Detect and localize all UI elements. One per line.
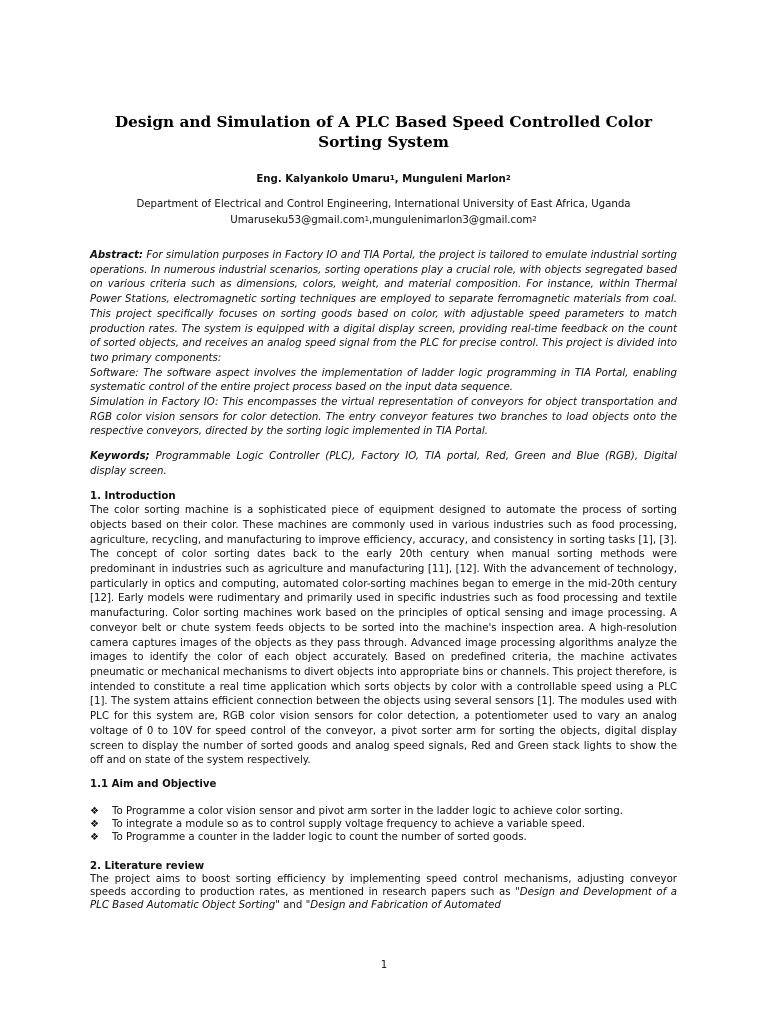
email-address: Umaruseku53@gmail.com <box>230 215 365 226</box>
aim-section <box>90 778 677 844</box>
section-heading: 1. Introduction <box>90 490 176 502</box>
objectives-list <box>90 805 677 844</box>
email-line <box>90 214 677 228</box>
author-separator: , <box>394 174 403 185</box>
introduction-text: The color sorting machine is a sophisticated piece of equipment designed to automate the process of sorting objects based on their color. These machines are commonly used in various industries such as food processing, agriculture, recycling, and manufacturing to improve efficiency, accuracy, and consistency in sorting tasks [1], [3]. The concept of color sorting dates back to the early 20th century when manual sorting methods were predominant in industries such as agriculture and manufacturing [11], [12]. With the advancement of technology, particularly in optics and computing, automated color-sorting machines began to emerge in the mid-20th century [12]. Early models were rudimentary and primarily used in specific industries such as food processing and textile manufacturing. Color sorting machines work based on the principles of optical sensing and image processing. A conveyor belt or chute system feeds objects to be sorted into the machine's inspection area. A high-resolution camera captures images of the objects as they pass through. Advanced image processing algorithms analyze the images to identify the color of each object accurately. Based on predefined criteria, the machine activates pneumatic or mechanical mechanisms to divert objects into appropriate bins or channels. This project therefore, is intended to constitute a real time application which sorts objects by color with a controllable speed using a PLC [1]. The system attains efficient connection between the objects using several sensors [1]. The modules used with PLC for this system are, RGB color vision sensors for color detection, a potentiometer used to vary an analog voltage of 0 to 10V for speed control of the conveyor, a pivot sorter arm for sorting the objects, digital display screen to display the number of sorted goods and analog speed signals, Red and Green stack lights to show the off and on state of the system respectively. <box>90 505 677 767</box>
keywords-text: Programmable Logic Controller (PLC), Factory IO, TIA portal, Red, Green and Blue (RGB), Digital display screen. <box>90 451 677 477</box>
list-item <box>90 805 677 818</box>
bullet-icon: ❖ <box>90 831 99 843</box>
literature-text-start: The project aims to boost sorting efficiency by implementing speed control mechanisms, adjusting conveyor speeds according to production rates, as mentioned in research papers such as <box>90 873 677 898</box>
list-item <box>90 818 677 831</box>
page-number: 1 <box>380 960 388 971</box>
reference-title: "Design and Development of a PLC Based Automatic Object Sorting" <box>90 886 678 911</box>
keywords-paragraph <box>90 450 677 479</box>
section-heading: 2. Literature review <box>90 860 205 872</box>
abstract-software: Software: The software aspect involves the implementation of ladder logic programming in TIA Portal, enabling systematic control of the entire project process based on the input data sequence. <box>90 367 677 394</box>
bullet-icon: ❖ <box>90 818 99 830</box>
reference-title: "Design and Fabrication of Automated <box>305 899 501 911</box>
paper-title: Design and Simulation of A PLC Based Speed Controlled Color Sorting System <box>114 113 653 151</box>
list-item-text: To Programme a counter in the ladder logic to count the number of sorted goods. <box>112 831 527 843</box>
literature-conjunction: and <box>279 899 306 911</box>
affiliation: Department of Electrical and Control Engineering, International University of East Africa, Uganda <box>136 199 631 210</box>
list-item <box>90 831 677 844</box>
list-item-text: To integrate a module so as to control supply voltage frequency to achieve a variable speed. <box>112 818 586 830</box>
list-item-text: To Programme a color vision sensor and pivot arm sorter in the ladder logic to achieve color sorting. <box>112 805 623 817</box>
author-superscript: 1 <box>389 174 395 182</box>
introduction-section <box>90 490 677 769</box>
email-separator: , <box>369 215 373 226</box>
literature-section <box>90 860 677 912</box>
section-heading: 1.1 Aim and Objective <box>90 778 217 790</box>
email-address: mungulenimarlon3@gmail.com <box>372 215 533 226</box>
author-name: Munguleni Marlon <box>402 174 506 185</box>
abstract-label: Abstract: <box>90 250 143 261</box>
abstract-section <box>90 249 677 440</box>
abstract-paragraph <box>90 249 677 367</box>
author-line <box>90 173 677 187</box>
email-superscript: 1 <box>364 215 370 223</box>
bullet-icon: ❖ <box>90 805 99 817</box>
literature-text <box>90 873 677 912</box>
abstract-text: For simulation purposes in Factory IO and TIA Portal, the project is tailored to emulate industrial sorting operations. In numerous industrial scenarios, sorting operations play a crucial role, with objects segregated based on various criteria such as dimensions, colors, weight, and material composition. For instance, within Thermal Power Stations, electromagnetic sorting techniques are employed to separate ferromagnetic materials from coal. This project specifically focuses on sorting goods based on color, with adjustable speed parameters to match production rates. The system is equipped with a digital display screen, providing real-time feedback on the count of sorted objects, and receives an analog speed signal from the PLC for precise control. This project is divided into two primary components: <box>90 250 677 364</box>
page-content <box>90 112 677 912</box>
author-name: Eng. Kalyankolo Umaru <box>256 174 390 185</box>
email-superscript: 2 <box>532 215 537 223</box>
keywords-label: Keywords; <box>90 451 150 463</box>
abstract-simulation: Simulation in Factory IO: This encompasses the virtual representation of conveyors for object transportation and RGB color vision sensors for color detection. The entry conveyor features two branches to load objects onto the respective conveyors, directed by the sorting logic implemented in TIA Portal. <box>90 397 677 438</box>
author-superscript: 2 <box>505 174 511 182</box>
